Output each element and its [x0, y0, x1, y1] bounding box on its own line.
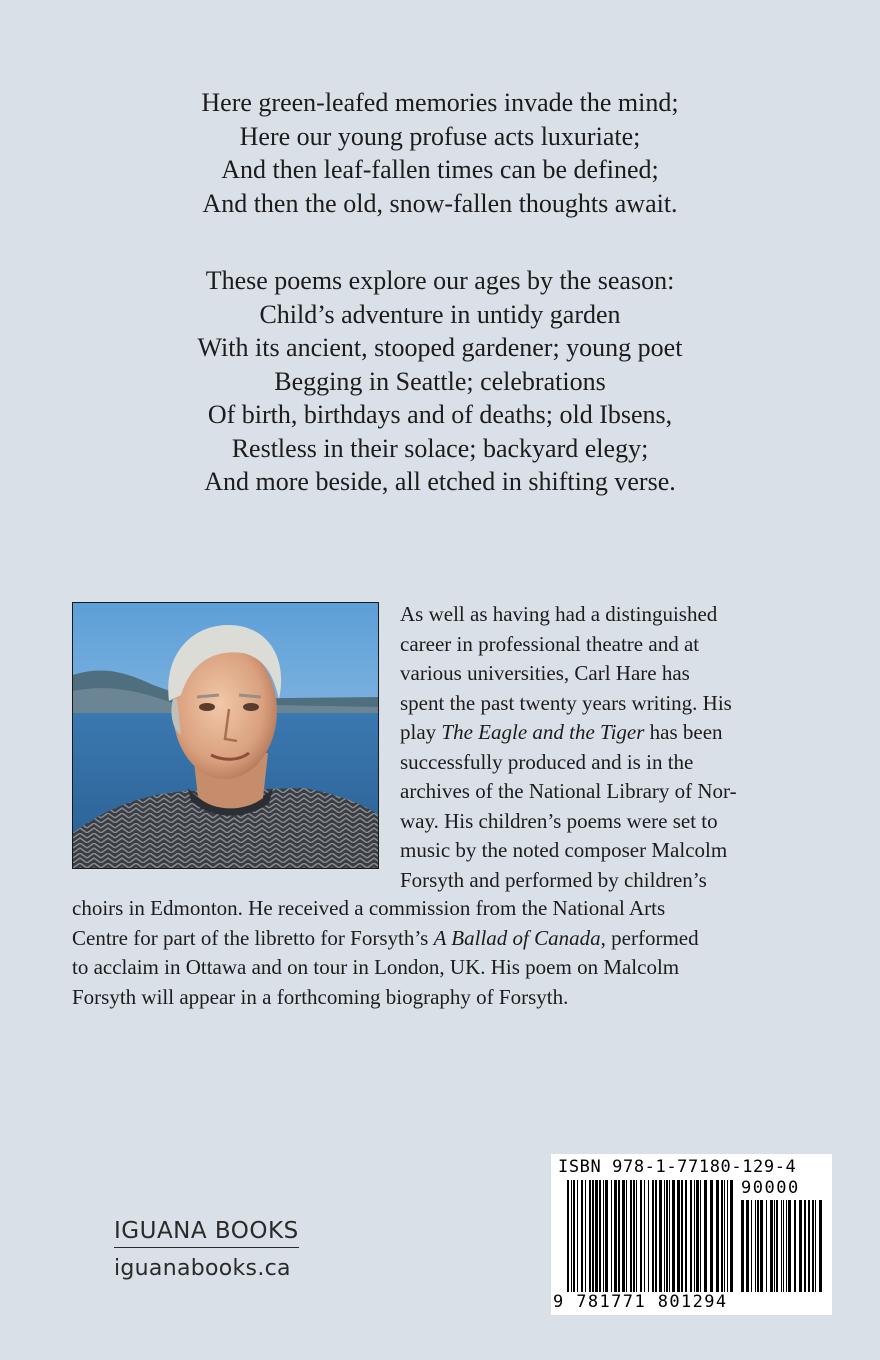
barcode-bar: [815, 1200, 816, 1292]
poem-line: These poems explore our ages by the season:: [205, 266, 675, 295]
barcode-bar: [640, 1180, 642, 1292]
barcode-bar: [766, 1200, 767, 1292]
bio-line: way. His children’s poems were set to: [400, 808, 718, 833]
barcode-bar: [655, 1180, 657, 1292]
barcode-bar: [716, 1180, 719, 1292]
barcode-bar: [664, 1180, 665, 1292]
barcode-bar: [626, 1180, 627, 1292]
barcode-bar: [573, 1180, 575, 1292]
barcode-bar: [700, 1180, 701, 1292]
barcode-bar: [819, 1200, 822, 1292]
bio-line: to acclaim in Ottawa and on tour in London, UK. His poem on Malcolm: [72, 955, 680, 979]
barcode-bar: [595, 1180, 598, 1292]
barcode-bar: [652, 1180, 654, 1292]
barcode-bar: [669, 1180, 670, 1292]
ballad-title: A Ballad of Canada: [433, 925, 601, 950]
barcode-bar: [741, 1200, 744, 1292]
barcode-bar: [636, 1180, 637, 1292]
barcode-bar: [710, 1180, 713, 1292]
barcode-addon-bars: [741, 1200, 825, 1292]
barcode-bar: [633, 1180, 635, 1292]
barcode-bar: [585, 1180, 586, 1292]
poem-line: And then the old, snow-fallen thoughts await.: [202, 188, 678, 218]
barcode-bar: [781, 1200, 782, 1292]
barcode-bar: [770, 1200, 773, 1292]
bio-text: Centre for part of the libretto for Forsyth’s: [72, 925, 434, 950]
poem-line: And more beside, all etched in shifting verse.: [204, 467, 676, 496]
price-code: 90000: [741, 1178, 800, 1198]
barcode-bar: [599, 1180, 601, 1292]
author-photo: [72, 602, 379, 869]
barcode-bar: [755, 1200, 756, 1292]
barcode-bar: [757, 1200, 759, 1292]
bio-line: career in professional theatre and at: [400, 631, 700, 656]
barcode-bar: [727, 1180, 728, 1292]
barcode-bars: [567, 1180, 735, 1292]
barcode-bar: [788, 1200, 791, 1292]
barcode-bar: [730, 1180, 733, 1292]
bio-line: As well as having had a distinguished: [400, 602, 718, 626]
poem-line: Child’s adventure in untidy garden: [259, 299, 621, 329]
barcode-bar: [648, 1180, 649, 1292]
publisher-url: iguanabooks.ca: [114, 1256, 291, 1281]
barcode-bar: [614, 1180, 617, 1292]
barcode-bar: [672, 1180, 675, 1292]
barcode-bar: [794, 1200, 796, 1292]
barcode-bar: [799, 1200, 802, 1292]
barcode-bar: [666, 1180, 668, 1292]
barcode-bar: [704, 1180, 707, 1292]
barcode-bar: [808, 1200, 810, 1292]
bio-line: music by the noted composer Malcolm: [400, 838, 728, 862]
ean-digits: 9 781771 801294: [553, 1292, 728, 1312]
poem-line: Begging in Seattle; celebrations: [274, 366, 606, 396]
poem-line: Restless in their solace; backyard elegy;: [231, 433, 649, 463]
bio-line: Forsyth and performed by children’s: [400, 867, 707, 892]
barcode-bar: [786, 1200, 787, 1292]
bio-line: [400, 718, 820, 748]
barcode-bar: [721, 1180, 723, 1292]
barcode-bar: [577, 1180, 578, 1292]
barcode-bar: [812, 1200, 814, 1292]
barcode-bar: [746, 1200, 749, 1292]
barcode-bar: [690, 1180, 692, 1292]
barcode-bar: [694, 1180, 695, 1292]
poem-line: And then leaf-fallen times can be defined;: [221, 155, 659, 184]
bio-text: play: [400, 720, 442, 744]
publisher-block: [114, 1218, 299, 1281]
poem-line: With its ancient, stooped gardener; young poet: [197, 333, 683, 362]
bio-line: choirs in Edmonton. He received a commission from the National Arts: [72, 896, 666, 920]
barcode-bar: [571, 1180, 572, 1292]
bio-line: various universities, Carl Hare has: [400, 661, 690, 685]
barcode-bar: [724, 1180, 725, 1292]
bio-line: Forsyth will appear in a forthcoming biography of Forsyth.: [72, 984, 569, 1009]
bio-text: has been: [644, 720, 723, 744]
isbn-barcode: [551, 1154, 832, 1315]
barcode-bar: [592, 1180, 594, 1292]
poem-line: Here our young profuse acts luxuriate;: [239, 121, 641, 151]
barcode-bar: [685, 1180, 687, 1292]
poem-line: Here green-leafed memories invade the mind;: [201, 88, 679, 117]
bio-line: spent the past twenty years writing. His: [400, 690, 732, 715]
play-title: The Eagle and the Tiger: [441, 720, 645, 744]
barcode-bar: [751, 1200, 752, 1292]
bio-line: [72, 924, 832, 954]
barcode-bar: [776, 1200, 778, 1292]
bio-text: , performed: [600, 925, 699, 950]
barcode-bar: [603, 1180, 604, 1292]
barcode-bar: [783, 1200, 784, 1292]
barcode-bar: [581, 1180, 583, 1292]
isbn-label: ISBN 978-1-77180-129-4: [558, 1157, 797, 1177]
barcode-bar: [696, 1180, 699, 1292]
barcode-bar: [589, 1180, 591, 1292]
barcode-bar: [681, 1180, 683, 1292]
barcode-bar: [774, 1200, 775, 1292]
barcode-bar: [618, 1180, 620, 1292]
author-bio-side: [400, 600, 820, 895]
bio-line: successfully produced and is in the: [400, 749, 694, 774]
barcode-bar: [567, 1180, 569, 1292]
barcode-bar: [677, 1180, 680, 1292]
barcode-bar: [644, 1180, 645, 1292]
barcode-bar: [605, 1180, 608, 1292]
poem-stanza-2: [0, 264, 880, 499]
barcode-bar: [622, 1180, 625, 1292]
barcode-bar: [760, 1200, 763, 1292]
poem-line: Of birth, birthdays and of deaths; old Ibsens,: [207, 400, 673, 429]
barcode-bar: [630, 1180, 632, 1292]
barcode-bar: [611, 1180, 612, 1292]
publisher-name: IGUANA BOOKS: [114, 1218, 299, 1248]
poem-stanza-1: [0, 86, 880, 220]
barcode-bar: [804, 1200, 806, 1292]
barcode-bar: [659, 1180, 662, 1292]
author-bio-full: [72, 894, 832, 1012]
bio-line: archives of the National Library of Nor-: [400, 779, 737, 803]
